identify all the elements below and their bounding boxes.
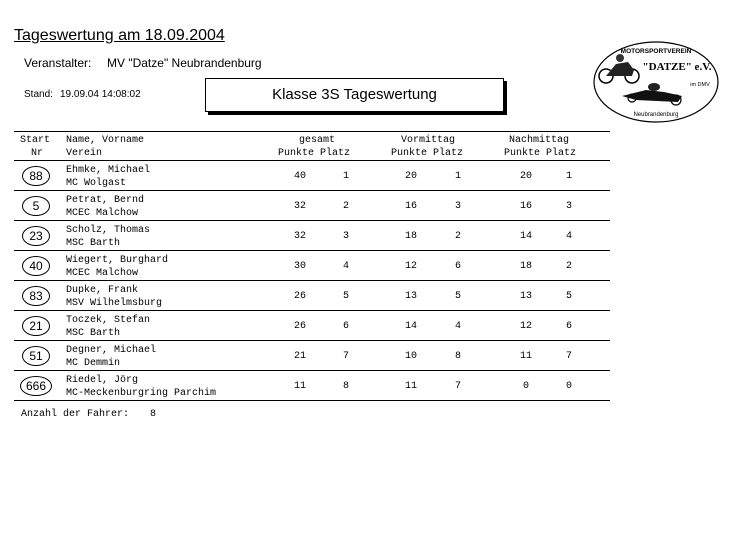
total-place: 8 [342, 381, 349, 392]
driver-name: Toczek, Stefan [66, 315, 151, 326]
morning-place: 5 [454, 291, 461, 302]
driver-club: MSV Wilhelmsburg [66, 298, 163, 309]
driver-name: Riedel, Jörg [66, 375, 139, 386]
morning-points: 10 [404, 351, 417, 362]
morning-points: 14 [404, 321, 417, 332]
afternoon-place: 4 [565, 231, 572, 242]
start-number-badge: 51 [22, 346, 50, 366]
morning-place: 6 [454, 261, 461, 272]
morning-place: 3 [454, 201, 461, 212]
total-place: 3 [342, 231, 349, 242]
total-place: 1 [342, 171, 349, 182]
row-divider [14, 190, 610, 191]
afternoon-place: 7 [565, 351, 572, 362]
total-place: 2 [342, 201, 349, 212]
afternoon-place: 0 [565, 381, 572, 392]
total-points: 26 [293, 291, 306, 302]
morning-points: 16 [404, 201, 417, 212]
col-name: Name, Vorname [66, 135, 145, 146]
total-place: 4 [342, 261, 349, 272]
row-divider [14, 370, 610, 371]
col-nachmittag: Nachmittag [509, 135, 570, 146]
morning-points: 12 [404, 261, 417, 272]
driver-club: MC Demmin [66, 358, 121, 369]
morning-place: 1 [454, 171, 461, 182]
logo-name-text: "DATZE" e.V. [642, 61, 712, 73]
col-gesamt-sub: Punkte Platz [278, 148, 351, 159]
driver-club: MCEC Malchow [66, 268, 139, 279]
afternoon-points: 12 [519, 321, 532, 332]
total-points: 32 [293, 201, 306, 212]
stand-label: Stand: [24, 89, 53, 100]
afternoon-place: 6 [565, 321, 572, 332]
total-points: 11 [293, 381, 306, 392]
row-divider [14, 280, 610, 281]
total-place: 5 [342, 291, 349, 302]
row-divider [14, 250, 610, 251]
morning-points: 18 [404, 231, 417, 242]
morning-place: 2 [454, 231, 461, 242]
total-place: 7 [342, 351, 349, 362]
row-divider [14, 340, 610, 341]
total-points: 21 [293, 351, 306, 362]
afternoon-points: 14 [519, 231, 532, 242]
morning-place: 4 [454, 321, 461, 332]
driver-club: MCEC Malchow [66, 208, 139, 219]
total-points: 32 [293, 231, 306, 242]
driver-club: MC Wolgast [66, 178, 127, 189]
afternoon-place: 2 [565, 261, 572, 272]
start-number-badge: 666 [20, 376, 52, 396]
club-logo [592, 40, 720, 124]
logo-top-text: MOTORSPORTVEREIN [620, 48, 692, 55]
total-points: 30 [293, 261, 306, 272]
start-number-badge: 5 [22, 196, 50, 216]
morning-place: 8 [454, 351, 461, 362]
col-vormittag-sub: Punkte Platz [391, 148, 464, 159]
start-number-badge: 83 [22, 286, 50, 306]
driver-name: Wiegert, Burghard [66, 255, 169, 266]
morning-points: 13 [404, 291, 417, 302]
driver-count-label: Anzahl der Fahrer: [21, 409, 130, 420]
col-vormittag: Vormittag [401, 135, 456, 146]
driver-name: Scholz, Thomas [66, 225, 151, 236]
afternoon-place: 5 [565, 291, 572, 302]
logo-bottom-text: Neubrandenburg [633, 112, 679, 118]
morning-points: 11 [404, 381, 417, 392]
start-number-badge: 21 [22, 316, 50, 336]
driver-club: MC-Meckenburgring Parchim [66, 388, 217, 399]
start-number-badge: 40 [22, 256, 50, 276]
col-start: Start [20, 135, 51, 146]
driver-club: MSC Barth [66, 238, 121, 249]
driver-name: Dupke, Frank [66, 285, 139, 296]
row-divider [14, 400, 610, 401]
driver-count-value: 8 [150, 409, 157, 420]
driver-name: Ehmke, Michael [66, 165, 151, 176]
afternoon-place: 3 [565, 201, 572, 212]
afternoon-place: 1 [565, 171, 572, 182]
organizer-value: MV "Datze" Neubrandenburg [107, 56, 262, 70]
total-place: 6 [342, 321, 349, 332]
col-nachmittag-sub: Punkte Platz [504, 148, 577, 159]
stand-value: 19.09.04 14:08:02 [60, 89, 141, 100]
afternoon-points: 18 [519, 261, 532, 272]
morning-place: 7 [454, 381, 461, 392]
col-verein: Verein [66, 148, 103, 159]
afternoon-points: 0 [522, 381, 529, 392]
start-number-badge: 23 [22, 226, 50, 246]
col-nr: Nr [31, 148, 44, 159]
row-divider [14, 310, 610, 311]
afternoon-points: 11 [519, 351, 532, 362]
col-gesamt: gesamt [299, 135, 336, 146]
afternoon-points: 13 [519, 291, 532, 302]
driver-name: Degner, Michael [66, 345, 157, 356]
logo-sub-text: im DMV [690, 82, 710, 88]
total-points: 26 [293, 321, 306, 332]
organizer-label: Veranstalter: [24, 56, 92, 70]
driver-club: MSC Barth [66, 328, 121, 339]
class-title-box: Klasse 3S Tageswertung [205, 78, 504, 112]
row-divider [14, 220, 610, 221]
page-title: Tageswertung am 18.09.2004 [14, 27, 225, 44]
start-number-badge: 88 [22, 166, 50, 186]
afternoon-points: 16 [519, 201, 532, 212]
driver-name: Petrat, Bernd [66, 195, 145, 206]
total-points: 40 [293, 171, 306, 182]
header-bottom-rule [14, 160, 610, 161]
afternoon-points: 20 [519, 171, 532, 182]
header-top-rule [14, 131, 610, 132]
morning-points: 20 [404, 171, 417, 182]
